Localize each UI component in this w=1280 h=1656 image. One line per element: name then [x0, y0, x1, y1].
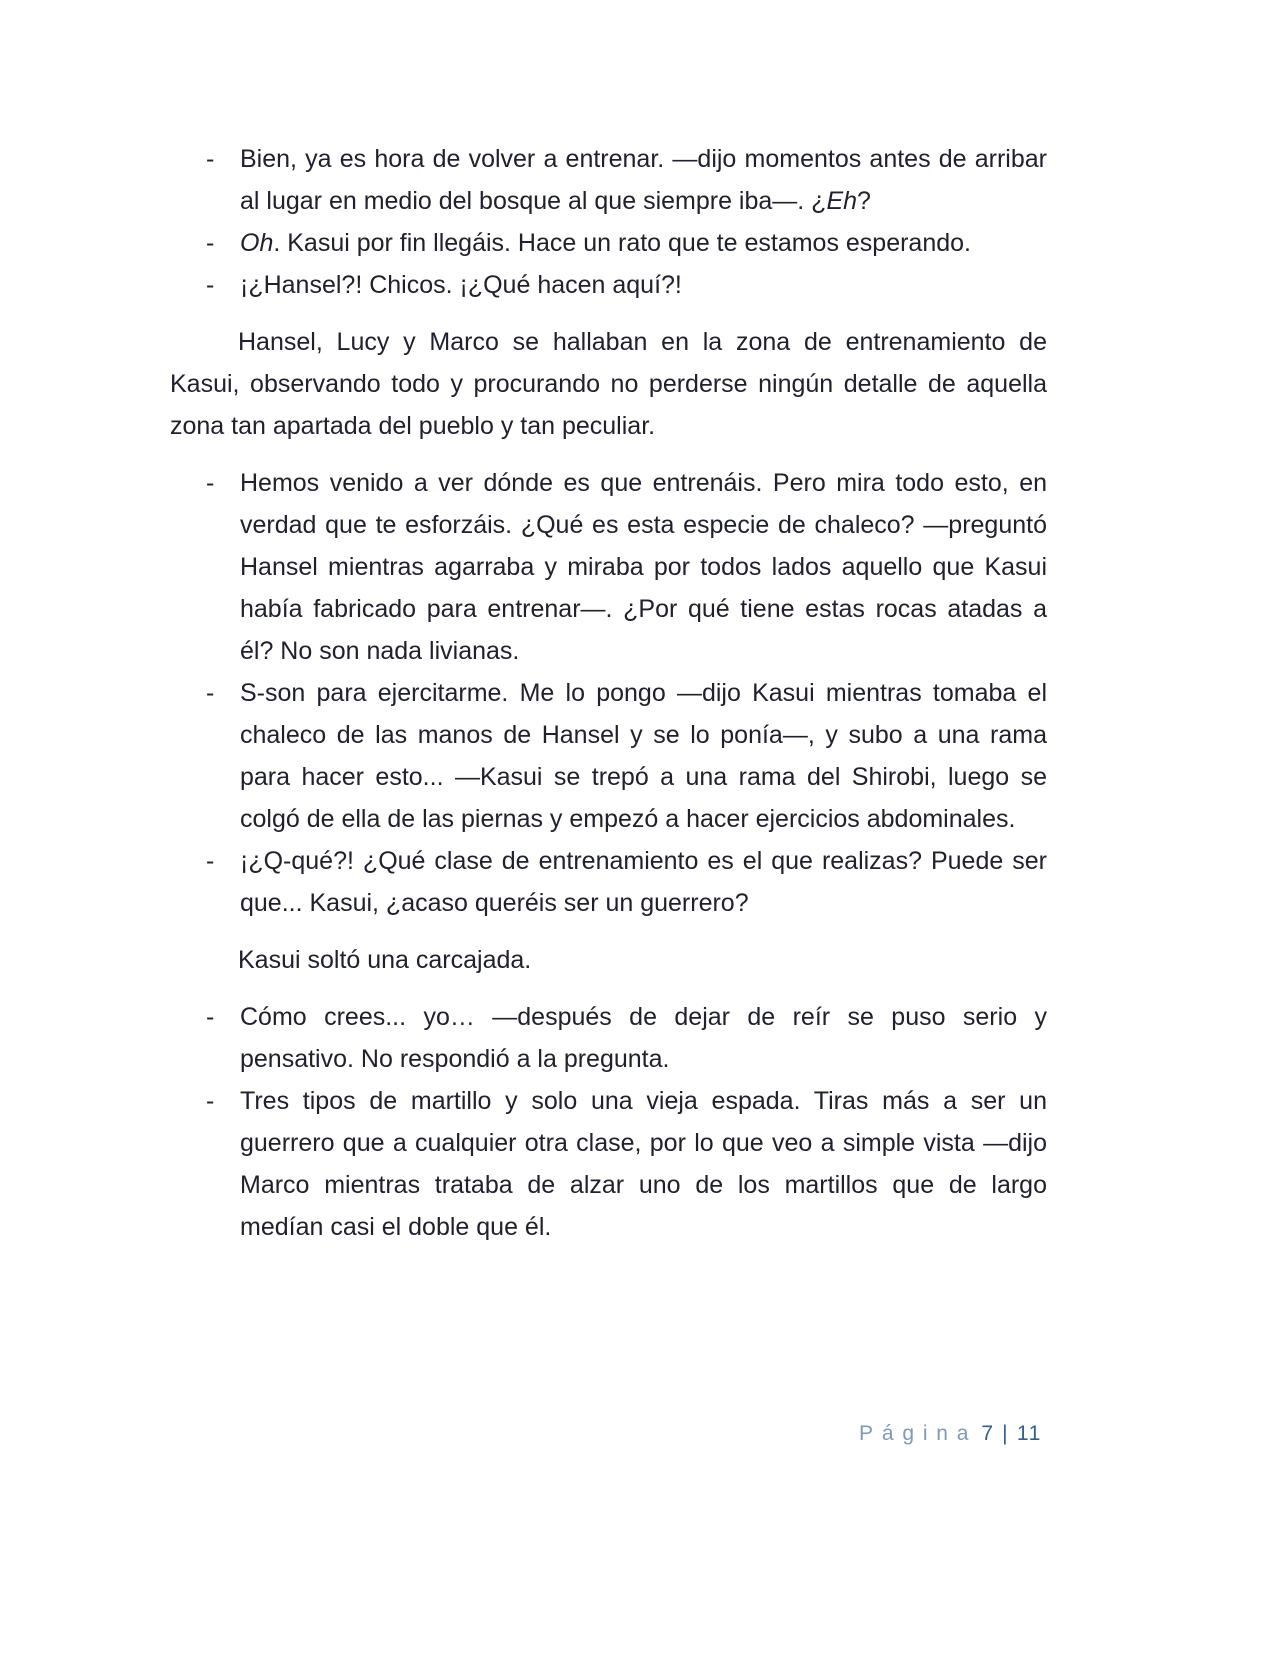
list-dash-marker: - [206, 145, 215, 173]
list-dash-marker: - [206, 469, 215, 497]
dialogue-item [170, 462, 1047, 672]
dialogue-list-3 [170, 996, 1047, 1248]
dialogue-text: S-son para ejercitarme. Me lo pongo —dijo Kasui mientras tomaba el chaleco de las manos de Hansel y se lo ponía—, y subo a una rama para hacer esto... —Kasui se trepó a una rama del Shirobi, luego se colgó de ella de las piernas y empezó a hacer ejercicios abdominales. [240, 679, 1047, 833]
dialogue-text: ¡¿Hansel?! Chicos. ¡¿Qué hacen aquí?! [240, 271, 682, 299]
dialogue-text [240, 145, 1047, 215]
dialogue-italic-run: Eh [826, 187, 858, 215]
dialogue-run: . Kasui por fin llegáis. Hace un rato que te estamos esperando. [273, 229, 971, 257]
list-dash-marker: - [206, 679, 215, 707]
footer-page-number: 7 | 11 [981, 1422, 1042, 1445]
list-dash-marker: - [206, 847, 215, 875]
list-dash-marker: - [206, 1003, 215, 1031]
dialogue-item [170, 996, 1047, 1080]
page-content [170, 138, 1047, 1248]
dialogue-run: ? [857, 187, 871, 215]
dialogue-italic-run: Oh [240, 229, 274, 257]
dialogue-item [170, 222, 1047, 264]
dialogue-text: Tres tipos de martillo y solo una vieja espada. Tiras más a ser un guerrero que a cualquier otra clase, por lo que veo a simple vista —dijo Marco mientras trataba de alzar uno de los martillos que de largo medían casi el doble que él. [240, 1087, 1047, 1241]
list-dash-marker: - [206, 1087, 215, 1115]
footer-page-label: Página [859, 1422, 978, 1445]
dialogue-run: Bien, ya es hora de volver a entrenar. —dijo momentos antes de arribar al lugar en medio del bosque al que siempre iba—. ¿ [240, 145, 1047, 215]
dialogue-item [170, 264, 1047, 306]
list-dash-marker: - [206, 229, 215, 257]
dialogue-item [170, 840, 1047, 924]
dialogue-list-2 [170, 462, 1047, 924]
dialogue-text [240, 229, 971, 257]
dialogue-text: ¡¿Q-qué?! ¿Qué clase de entrenamiento es el que realizas? Puede ser que... Kasui, ¿acaso queréis ser un guerrero? [240, 847, 1047, 917]
dialogue-item [170, 138, 1047, 222]
narration-paragraph: Kasui soltó una carcajada. [238, 946, 532, 974]
list-dash-marker: - [206, 271, 215, 299]
dialogue-list-1 [170, 138, 1047, 306]
dialogue-text: Hemos venido a ver dónde es que entrenáis. Pero mira todo esto, en verdad que te esforzáis. ¿Qué es esta especie de chaleco? —preguntó Hansel mientras agarraba y miraba por todos lados aquello que Kasui había fabricado para entrenar—. ¿Por qué tiene estas rocas atadas a él? No son nada livianas. [240, 469, 1047, 665]
dialogue-item [170, 672, 1047, 840]
dialogue-text: Cómo crees... yo… —después de dejar de reír se puso serio y pensativo. No respondió a la pregunta. [240, 1003, 1047, 1073]
narration-paragraph: Hansel, Lucy y Marco se hallaban en la zona de entrenamiento de Kasui, observando todo y procurando no perderse ningún detalle de aquella zona tan apartada del pueblo y tan peculiar. [170, 328, 1047, 440]
page-footer [859, 1420, 1042, 1448]
dialogue-item [170, 1080, 1047, 1248]
